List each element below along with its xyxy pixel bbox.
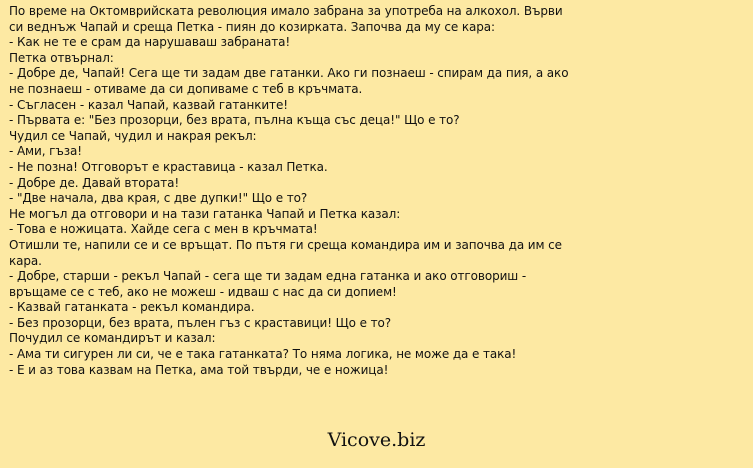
joke-line: - Как не те е срам да нарушаваш забраната! <box>9 35 291 50</box>
joke-line: - Ама ти сигурен ли си, че е така гатанката? То няма логика, не може да е така! <box>9 347 517 362</box>
joke-line: Почудил се командирът и казал: <box>9 331 216 346</box>
joke-line: - Добре де, Чапай! Сега ще ти задам две гатанки. Ако ги познаеш - спирам да пия, а ако не познаеш - отиваме да си допиваме с теб в кръчмата. <box>9 66 569 96</box>
joke-line: - Съгласен - казал Чапай, казвай гатанките! <box>9 97 288 112</box>
joke-line: - Без прозорци, без врата, пълен гъз с краставици! Що е то? <box>9 315 392 330</box>
joke-line: - Добре де. Давай втората! <box>9 175 180 190</box>
joke-line: По време на Октомврийската революция имало забрана за употреба на алкохол. Върви си веднъж Чапай и среща Петка - пиян до козирката. Започва да му се кара: <box>9 4 563 34</box>
joke-line: Не могъл да отговори и на тази гатанка Чапай и Петка казал: <box>9 206 401 221</box>
joke-line: Чудил се Чапай, чудил и накрая рекъл: <box>9 128 257 143</box>
joke-text <box>9 4 579 378</box>
joke-line: - Казвай гатанката - рекъл командира. <box>9 300 255 315</box>
joke-line: - Ами, гъза! <box>9 144 82 159</box>
joke-line: - Е и аз това казвам на Петка, ама той твърди, че е ножица! <box>9 362 389 377</box>
joke-line: Петка отвърнал: <box>9 50 114 65</box>
joke-line: - Добре, старши - рекъл Чапай - сега ще ти задам една гатанка и ако отговориш - връщаме се с теб, ако не можеш - идваш с нас да си допием! <box>9 269 527 299</box>
joke-line: - "Две начала, два края, с две дупки!" Що е то? <box>9 191 308 206</box>
site-watermark: Vicove.biz <box>327 429 426 451</box>
joke-line: Отишли те, напили се и се връщат. По пътя ги среща командира им и започва да им се кара. <box>9 237 562 268</box>
joke-line: - Не позна! Отговорът е краставица - казал Петка. <box>9 159 328 174</box>
joke-line: - Това е ножицата. Хайде сега с мен в кръчмата! <box>9 222 318 237</box>
joke-line: - Първата е: "Без прозорци, без врата, пълна къща със деца!" Що е то? <box>9 113 460 128</box>
